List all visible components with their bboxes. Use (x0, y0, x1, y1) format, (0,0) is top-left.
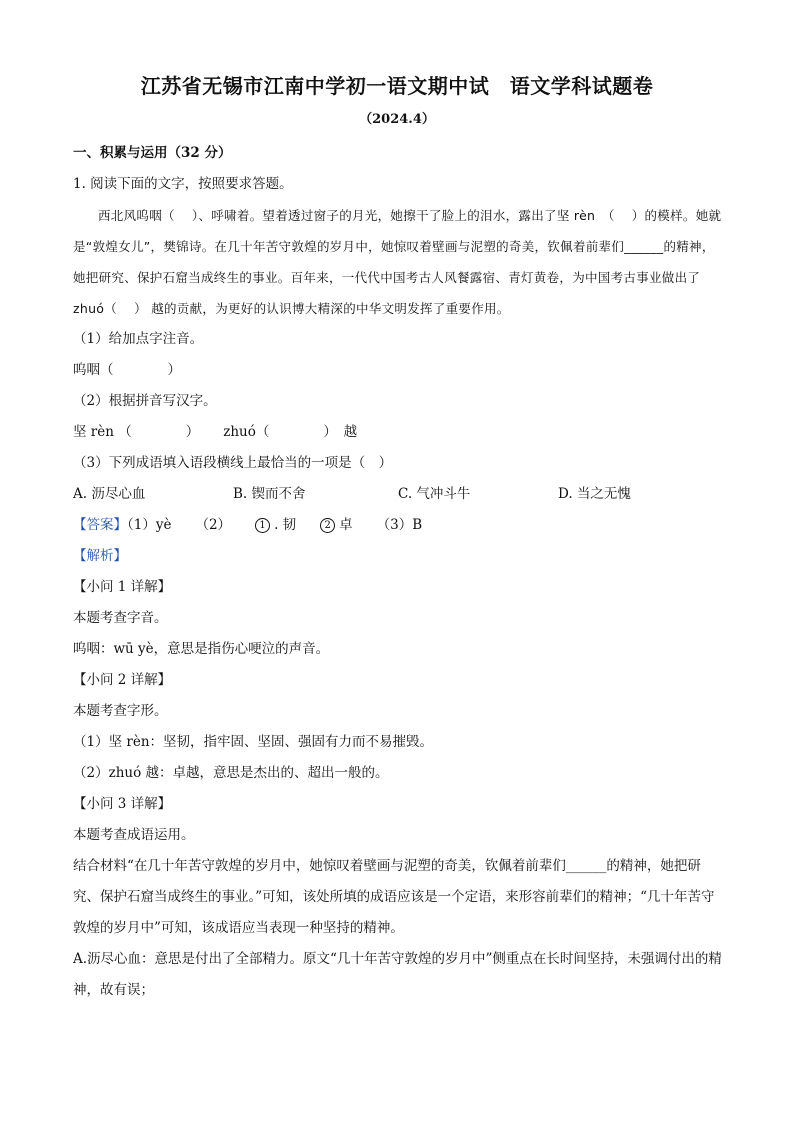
analysis-label: 【解析】 (73, 548, 127, 564)
answer-char-1: . 韧 (274, 517, 297, 533)
answer-part-3: （3）B (376, 517, 423, 533)
reading-passage: 西北风呜咽（ ）、呼啸着。望着透过窗子的月光，她擦干了脸上的泪水，露出了坚 rèn （ ）的模样。她就是“敦煌女儿”，樊锦诗。在几十年苦守敦煌的岁月中，她惊叹着壁画与泥塑的奇美，钦佩着前辈们______的精神，她把研究、保护石窟当成终生的事业。百年来，一代代中国考古人风餐露宿、青灯黄卷，为中国考古事业做出了 zhuó（ ） 越的贡献，为更好的认识博大精深的中华文明发挥了重要作用。 (73, 208, 722, 316)
answer-part-1: （1）yè (127, 517, 172, 533)
detail-2-line-1: 本题考查字形。 (73, 703, 168, 719)
option-b: B. 锲而不舍 (233, 486, 306, 502)
exam-date: （2024.4） (359, 112, 435, 127)
detail-2-line-3: （2）zhuó 越：卓越，意思是杰出的、超出一般的。 (73, 765, 389, 781)
detail-1-heading: 【小问 1 详解】 (73, 579, 172, 595)
sub-question-3: （3）下列成语填入语段横线上最恰当的一项是（ ） (73, 455, 393, 471)
detail-2-line-2: （1）坚 rèn：坚韧，指牢固、坚固、强固有力而不易摧毁。 (73, 734, 434, 750)
option-c: C. 气冲斗牛 (398, 486, 471, 502)
sub-question-1: （1）给加点字注音。 (73, 331, 204, 347)
detail-3-line-1: 本题考查成语运用。 (73, 827, 195, 843)
detail-3-heading: 【小问 3 详解】 (73, 796, 172, 812)
answer-char-2: 卓 (339, 517, 353, 533)
sub-question-2-items (73, 417, 723, 448)
option-a: A. 沥尽心血 (73, 486, 146, 502)
option-d: D. 当之无愧 (558, 486, 631, 502)
answer-label: 【答案】 (73, 517, 127, 533)
question-prompt: 1. 阅读下面的文字，按照要求答题。 (73, 176, 293, 192)
detail-3-line-3: A.沥尽心血：意思是付出了全部精力。原文“几十年苦守敦煌的岁月中”侧重点在长时间坚持，未强调付出的精神，故有误； (73, 951, 722, 998)
detail-3-line-2: 结合材料“在几十年苦守敦煌的岁月中，她惊叹着壁画与泥塑的奇美，钦佩着前辈们______的精神，她把研究、保护石窟当成终生的事业。”可知，该处所填的成语应该是一个定语，来形容前辈们的精神；“几十年苦守敦煌的岁月中”可知，该成语应当表现一种坚持的精神。 (73, 858, 715, 936)
detail-1-line-2: 呜咽：wū yè，意思是指伤心哽泣的声音。 (73, 641, 330, 657)
pinyin-item-zhuo: zhuó（ ） 越 (223, 424, 358, 440)
sub-question-2: （2）根据拼音写汉字。 (73, 393, 217, 409)
answer-line (73, 510, 723, 541)
options-row (73, 479, 723, 510)
circled-number-1: 1 (255, 518, 270, 533)
section-heading: 一、积累与运用（32 分） (73, 145, 232, 161)
answer-part-2: （2） (195, 517, 232, 533)
exam-title: 江苏省无锡市江南中学初一语文期中试 语文学科试题卷 (140, 74, 654, 98)
circled-number-2: 2 (320, 518, 335, 533)
detail-1-line-1: 本题考查字音。 (73, 610, 168, 626)
sub-question-1-item: 呜咽（ ） (73, 362, 181, 378)
content-area (73, 138, 723, 1006)
detail-2-heading: 【小问 2 详解】 (73, 672, 172, 688)
pinyin-item-ren: 坚 rèn （ ） (73, 424, 200, 440)
